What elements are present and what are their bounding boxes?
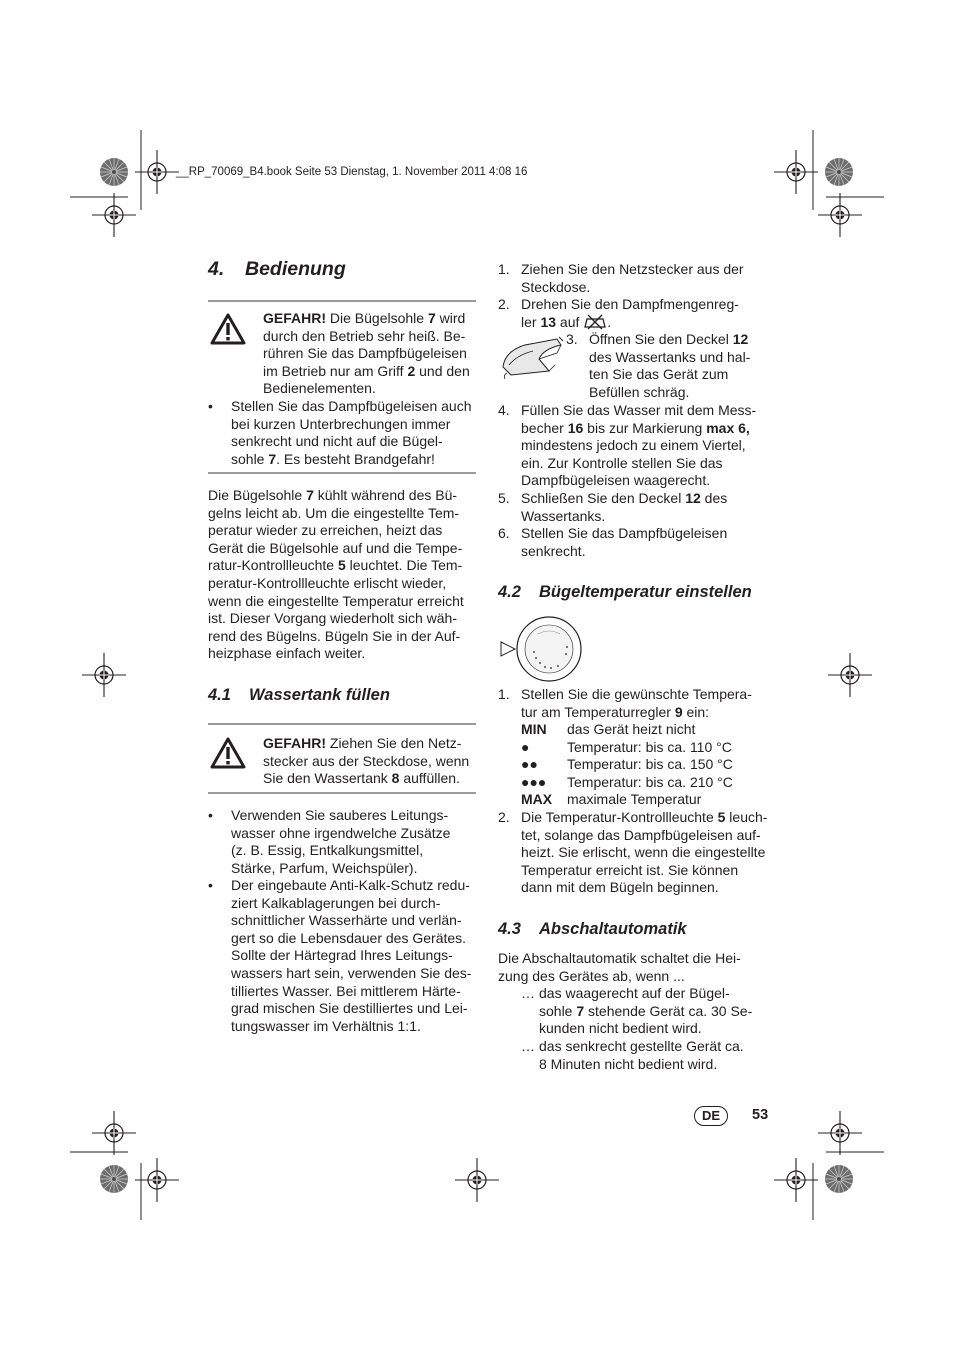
subsection-heading: 4.1 Wassertank füllen — [208, 686, 390, 704]
iron-filling-illustration — [499, 335, 565, 379]
subsection-heading: 4.2 Bügeltemperatur einstellen — [498, 583, 752, 601]
warning-text: GEFAHR! Die Bügelsohle 7 wird durch den Betrieb sehr heiß. Be- rühren Sie das Dampfbügeleisen im Betrieb nur am Griff 2 und den Bedienelementen. — [263, 310, 470, 397]
body-paragraph: Die Bügelsohle 7 kühlt während des Bü- gelns leicht ab. Um die eingestellte Tem- peratur wieder zu erreichen, heizt das Gerät die Bügelsohle auf und die Tempe- ratur-Kontrollleuchte 5 leuchtet. Die Tem- peratur-Kontrollleuchte erlischt wieder, wenn die eingestellte Temperatur erreicht ist. Dieser Vorgang wiederholt sich wäh- rend des Bügelns. Bügeln Sie in der Auf- heizphase einfach weiter. — [208, 487, 464, 662]
language-badge: DE — [694, 1106, 728, 1126]
bullet-marker: • — [208, 398, 213, 414]
page-number: 53 — [752, 1107, 769, 1123]
divider — [208, 300, 476, 302]
section-heading — [208, 258, 346, 281]
body-paragraph: Die Abschaltautomatik schaltet die Hei- zung des Gerätes ab, wenn ... — [498, 950, 741, 984]
file-slug: __RP_70069_B4.book Seite 53 Dienstag, 1. November 2011 4:08 16 — [176, 166, 528, 178]
temperature-dial-illustration — [498, 616, 588, 682]
warning-icon — [210, 737, 246, 769]
section-number: 4. — [208, 258, 225, 280]
warning-text: GEFAHR! Ziehen Sie den Netz- stecker aus der Steckdose, wenn Sie den Wassertank 8 auffüllen. — [263, 735, 470, 787]
divider — [208, 792, 476, 794]
divider — [208, 472, 476, 474]
steam-off-icon — [583, 314, 607, 330]
divider — [208, 723, 476, 725]
subsection-heading: 4.3 Abschaltautomatik — [498, 920, 687, 938]
section-title: Bedienung — [245, 258, 346, 280]
warning-icon — [210, 313, 246, 345]
